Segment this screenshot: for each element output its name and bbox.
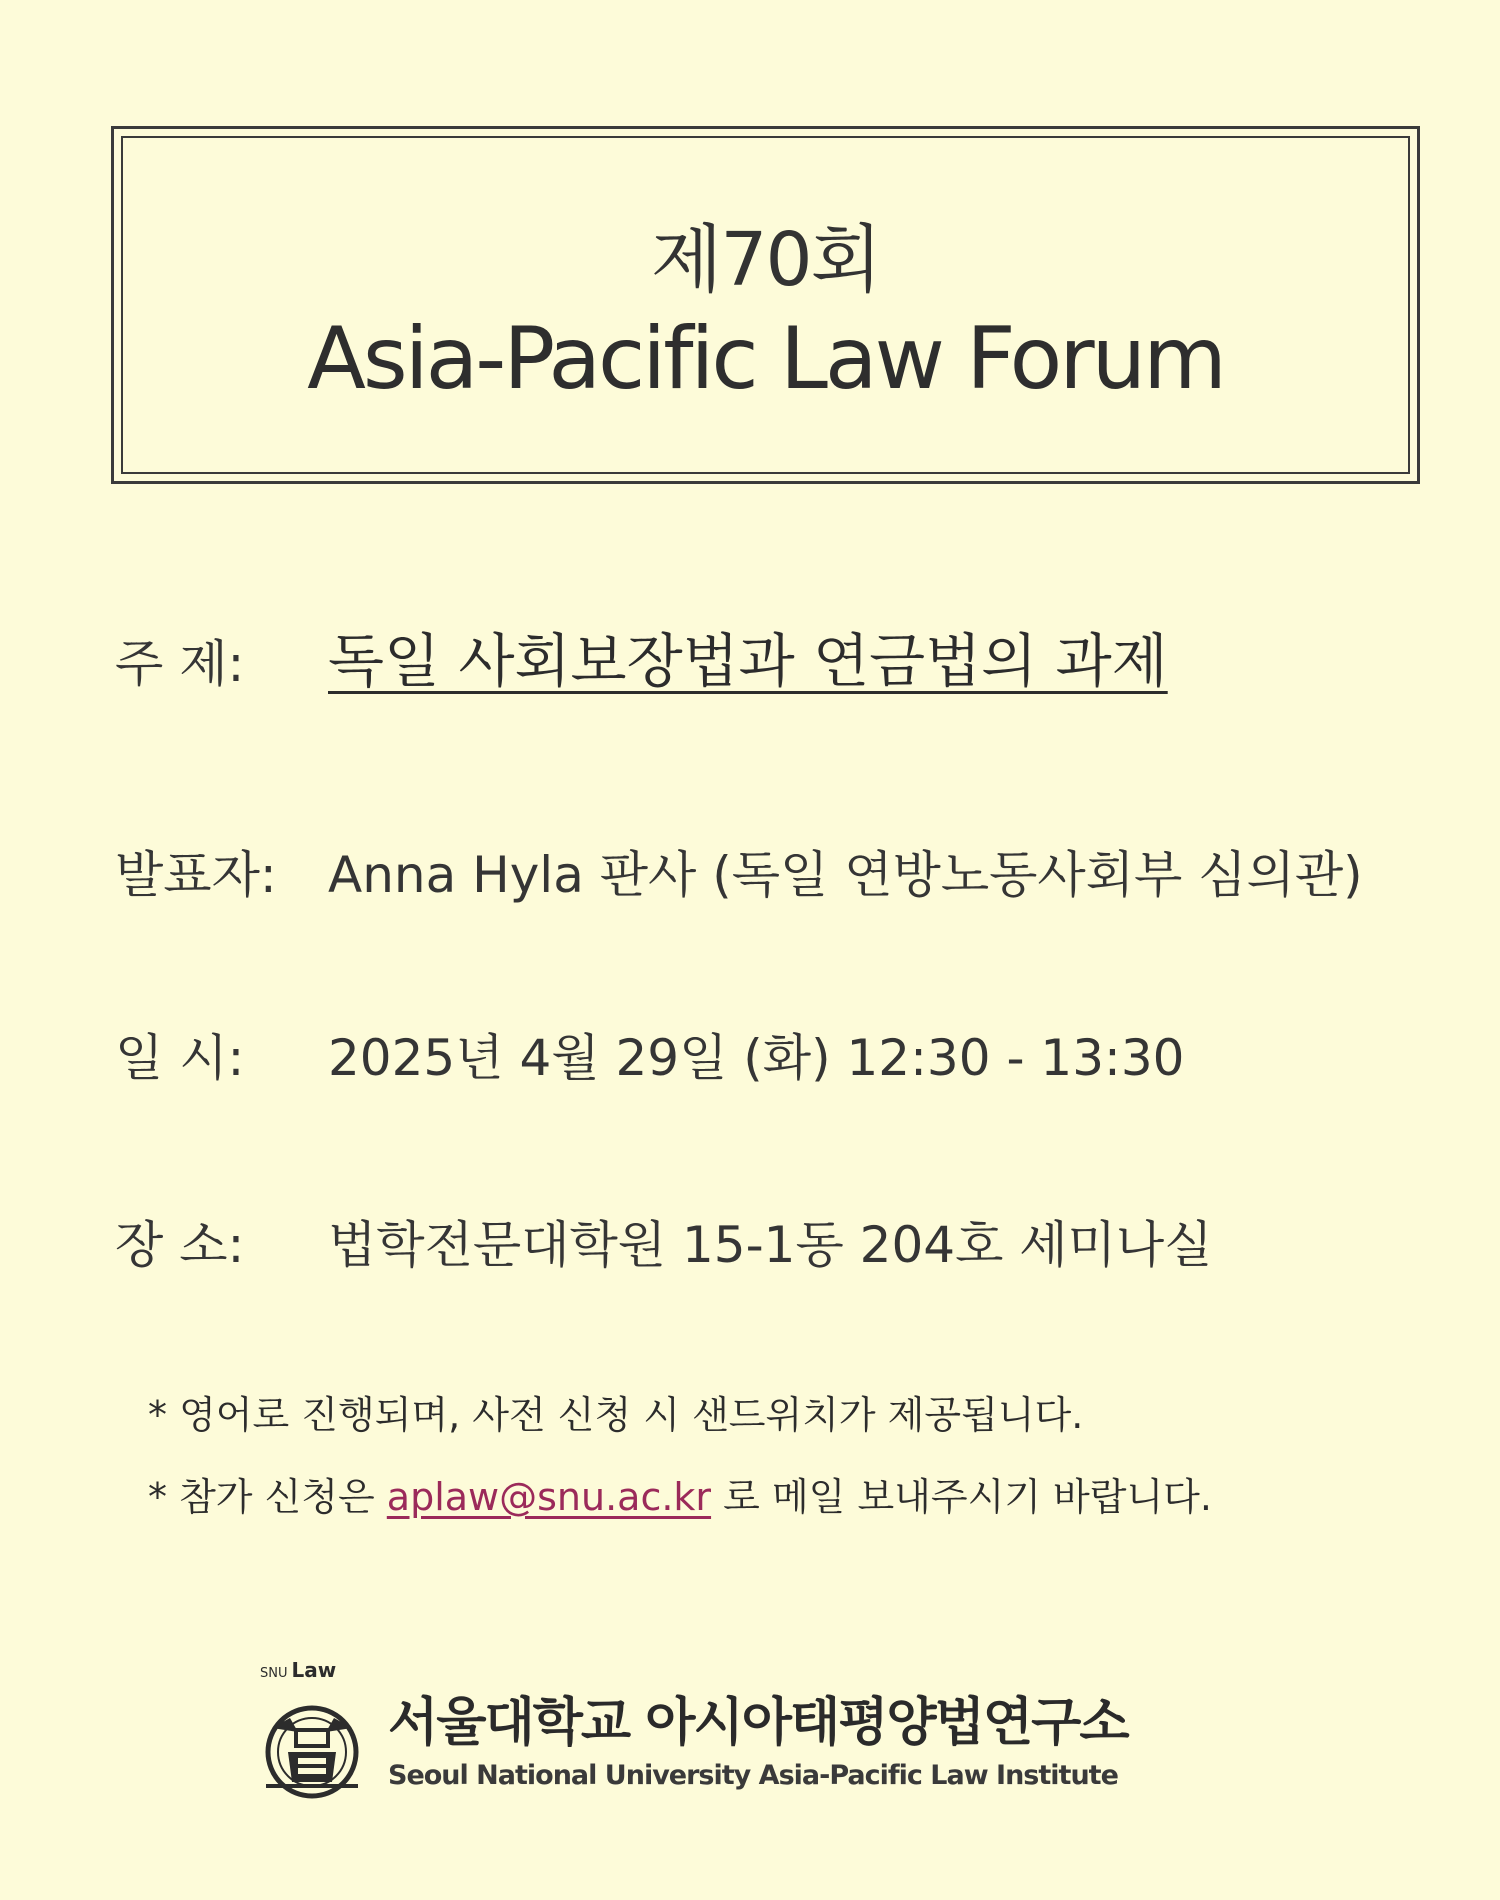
- snu-law-mark: [260, 1658, 336, 1682]
- note-registration-suffix: 로 메일 보내주시기 바랍니다.: [723, 1475, 1212, 1519]
- snu-emblem-icon: [258, 1698, 378, 1802]
- place-value: 법학전문대학원 15-1동 204호 세미나실: [328, 1216, 1213, 1274]
- institute-name-english: Seoul National University Asia-Pacific Law Institute: [388, 1760, 1118, 1791]
- snu-law-text: Law: [291, 1658, 337, 1682]
- snu-small-text: SNU: [260, 1666, 288, 1681]
- speaker-label: 발표자:: [115, 846, 277, 904]
- speaker-value: Anna Hyla 판사 (독일 연방노동사회부 심의관): [328, 846, 1363, 904]
- topic-value: 독일 사회보장법과 연금법의 과제: [328, 627, 1168, 695]
- note-registration: [148, 1466, 1212, 1521]
- forum-title: Asia-Pacific Law Forum: [307, 309, 1224, 409]
- topic-row: [115, 614, 1168, 698]
- forum-issue-number: 제70회: [650, 217, 881, 303]
- email-link[interactable]: aplaw@snu.ac.kr: [386, 1475, 712, 1519]
- place-row: [115, 1205, 1213, 1277]
- datetime-label: 일 시:: [115, 1029, 245, 1087]
- title-box: [111, 126, 1420, 484]
- institute-brand: [258, 1658, 1258, 1798]
- datetime-value: 2025년 4월 29일 (화) 12:30 - 13:30: [328, 1029, 1185, 1087]
- note-sandwich: * 영어로 진행되며, 사전 신청 시 샌드위치가 제공됩니다.: [148, 1393, 1084, 1437]
- place-label: 장 소:: [115, 1216, 245, 1274]
- topic-label: 주 제:: [115, 635, 245, 693]
- speaker-row: [115, 835, 1363, 907]
- datetime-row: [115, 1018, 1184, 1090]
- institute-name-korean: 서울대학교 아시아태평양법연구소: [388, 1693, 1128, 1753]
- note-registration-prefix: * 참가 신청은: [148, 1475, 375, 1519]
